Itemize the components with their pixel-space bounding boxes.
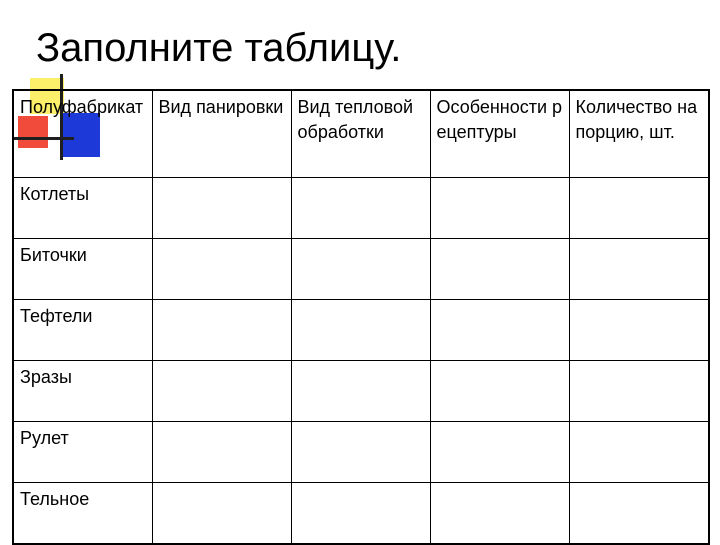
table-row	[13, 178, 709, 239]
quantity-cell[interactable]	[569, 483, 709, 545]
quantity-cell[interactable]	[569, 300, 709, 361]
row-label-cell: Зразы	[13, 361, 152, 422]
table-row	[13, 422, 709, 483]
row-label-cell: Котлеты	[13, 178, 152, 239]
header-cell-heat-treatment: Вид тепловой обработки	[291, 90, 430, 178]
header-cell-recipe-features: Особенности рецептуры	[430, 90, 569, 178]
table-row	[13, 361, 709, 422]
breading-cell[interactable]	[152, 422, 291, 483]
row-label-cell: Рулет	[13, 422, 152, 483]
quantity-cell[interactable]	[569, 239, 709, 300]
heat-treatment-cell[interactable]	[291, 300, 430, 361]
header-cell-quantity: Количество на порцию, шт.	[569, 90, 709, 178]
table-row	[13, 239, 709, 300]
recipe-features-cell[interactable]	[430, 422, 569, 483]
heat-treatment-cell[interactable]	[291, 178, 430, 239]
recipe-features-cell[interactable]	[430, 178, 569, 239]
slide-title: Заполните таблицу.	[36, 26, 402, 70]
fill-in-table	[12, 89, 710, 545]
heat-treatment-cell[interactable]	[291, 483, 430, 545]
heat-treatment-cell[interactable]	[291, 239, 430, 300]
breading-cell[interactable]	[152, 300, 291, 361]
row-label-cell: Тельное	[13, 483, 152, 545]
quantity-cell[interactable]	[569, 361, 709, 422]
row-label-cell: Биточки	[13, 239, 152, 300]
recipe-features-cell[interactable]	[430, 239, 569, 300]
header-cell-semi-product: Полуфабрикат	[13, 90, 152, 178]
table-row	[13, 300, 709, 361]
breading-cell[interactable]	[152, 178, 291, 239]
table-container	[12, 89, 708, 535]
table-row	[13, 483, 709, 545]
table-header-row	[13, 90, 709, 178]
recipe-features-cell[interactable]	[430, 300, 569, 361]
breading-cell[interactable]	[152, 361, 291, 422]
header-cell-breading: Вид панировки	[152, 90, 291, 178]
quantity-cell[interactable]	[569, 178, 709, 239]
breading-cell[interactable]	[152, 239, 291, 300]
heat-treatment-cell[interactable]	[291, 361, 430, 422]
recipe-features-cell[interactable]	[430, 361, 569, 422]
quantity-cell[interactable]	[569, 422, 709, 483]
recipe-features-cell[interactable]	[430, 483, 569, 545]
heat-treatment-cell[interactable]	[291, 422, 430, 483]
breading-cell[interactable]	[152, 483, 291, 545]
row-label-cell: Тефтели	[13, 300, 152, 361]
